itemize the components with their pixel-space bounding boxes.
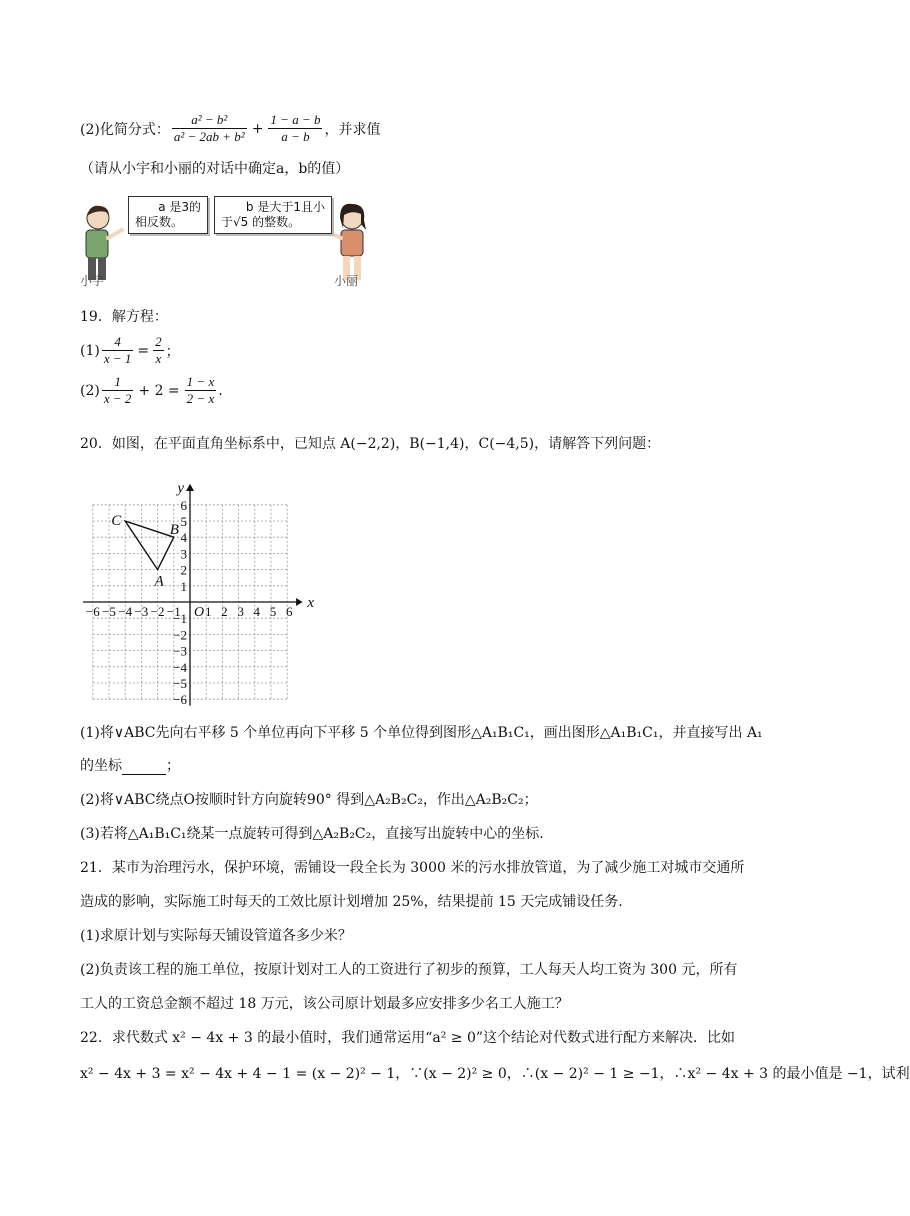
x-tick-label: 5 bbox=[269, 604, 277, 619]
point-label-a: A bbox=[154, 573, 164, 590]
q18-note: （请从小宇和小丽的对话中确定a，b的值） bbox=[80, 161, 350, 177]
x-tick-label: 1 bbox=[204, 604, 212, 619]
q20-part1-line1: (1)将∨ABC先向右平移 5 个单位再向下平移 5 个单位得到图形△A₁B₁C₁，画出图形△A₁B₁C₁，并直接写出 A₁ bbox=[80, 725, 763, 741]
x-tick-label: −2 bbox=[150, 604, 165, 619]
q21-part2-line1: (2)负责该工程的施工单位，按原计划对工人的工资进行了初步的预算，工人每天人均工资为 300 元，所有 bbox=[80, 962, 738, 978]
y-tick-label: 5 bbox=[180, 514, 187, 529]
q18-fraction-2: $\frac{1 - a - b}{a - b}$ bbox=[270, 112, 321, 144]
point-label-c: C bbox=[111, 513, 122, 529]
y-tick-label: −1 bbox=[173, 611, 187, 627]
q21-line2: 造成的影响，实际施工时每天的工效比原计划增加 25%，结果提前 15 天完成铺设任务. bbox=[80, 894, 623, 910]
q20-title: 20．如图，在平面直角坐标系中，已知点 A(−2,2)，B(−1,4)，C(−4,5)，请解答下列问题： bbox=[80, 436, 661, 452]
x-tick-label: −5 bbox=[102, 604, 116, 619]
q20-part2: (2)将∨ABC绕点O按顺时针方向旋转90° 得到△A₂B₂C₂，作出△A₂B₂C₂； bbox=[80, 792, 538, 808]
x-tick-label: −1 bbox=[166, 604, 181, 619]
y-tick-label: 2 bbox=[180, 562, 187, 578]
q22-line1: 22．求代数式 x² − 4x + 3 的最小值时，我们通常运用“a² ≥ 0”这个结论对代数式进行配方来解决．比如 bbox=[80, 1030, 736, 1046]
triangle-abc bbox=[125, 521, 174, 570]
x-tick-label: 2 bbox=[221, 604, 228, 619]
q19-equation-1: (1) $\frac{4}{x - 1}$ = $\frac{2}{x}$ ； bbox=[80, 334, 180, 366]
x-tick-label: 3 bbox=[237, 604, 244, 619]
boy-speech-bubble: a 是3的 相反数。 bbox=[128, 196, 208, 234]
x-tick-label: −3 bbox=[134, 604, 149, 619]
y-tick-label: 6 bbox=[180, 497, 187, 513]
y-tick-label: −5 bbox=[173, 676, 187, 691]
girl-name: 小丽 bbox=[334, 274, 359, 288]
y-tick-label: 1 bbox=[180, 578, 187, 594]
q22-line2: x² − 4x + 3 = x² − 4x + 4 − 1 = (x − 2)² − 1，∵(x − 2)² ≥ 0，∴(x − 2)² − 1 ≥ −1，∴x² − 4x + 3 的最小值是 −1，试利 bbox=[80, 1066, 910, 1082]
q21-line1: 21．某市为治理污水，保护环境，需铺设一段全长为 3000 米的污水排放管道，为了减少施工对城市交通所 bbox=[80, 860, 745, 876]
y-tick-label: −3 bbox=[173, 643, 187, 659]
q21-part2-line2: 工人的工资总金额不超过 18 万元，该公司原计划最多应安排多少名工人施工？ bbox=[80, 996, 569, 1012]
q19-title: 19．解方程： bbox=[80, 309, 168, 325]
y-tick-label: 4 bbox=[180, 530, 187, 546]
x-tick-label: −6 bbox=[85, 604, 100, 619]
boy-name: 小宇 bbox=[80, 274, 105, 288]
x-tick-label: 4 bbox=[253, 604, 261, 619]
answer-blank bbox=[122, 762, 166, 775]
coordinate-grid bbox=[70, 465, 320, 708]
q21-part1: (1)求原计划与实际每天铺设管道各多少米？ bbox=[80, 928, 352, 944]
x-tick-label: −4 bbox=[118, 604, 133, 619]
girl-speech-bubble: b 是大于1且小 于√5 的整数。 bbox=[214, 196, 332, 234]
y-tick-label: −4 bbox=[173, 659, 187, 675]
x-axis-arrow-icon bbox=[296, 598, 302, 606]
origin-label: O bbox=[194, 605, 205, 620]
q18-fraction-1: $\frac{\text{a² − b²}}{\text{a² − 2ab + b²}}$ bbox=[173, 112, 245, 144]
y-axis-arrow-icon bbox=[186, 484, 194, 491]
y-tick-label: −6 bbox=[173, 692, 187, 708]
x-axis-label: x bbox=[307, 595, 315, 611]
q18-label: (2)化简分式： bbox=[80, 121, 170, 138]
q18-simplify-line: (2)化简分式： $\frac{\text{a² − b²}}{\text{a² − 2ab + b²}}$ + $\frac{1 - a - b}{a - b}$ ，并求值 bbox=[80, 112, 381, 144]
y-axis-label: y bbox=[177, 480, 184, 497]
q20-part3: (3)若将△A₁B₁C₁绕某一点旋转可得到△A₂B₂C₂，直接写出旋转中心的坐标. bbox=[80, 826, 544, 842]
q18-tail: ，并求值 bbox=[324, 121, 381, 138]
x-tick-label: 6 bbox=[285, 604, 293, 619]
q19-equation-2: (2) $\frac{1}{x - 2}$ + 2 = $\frac{1 - x}{2 - x}$ . bbox=[80, 374, 223, 406]
q20-part1-line2: 的坐标 ； bbox=[80, 758, 180, 774]
point-label-b: B bbox=[169, 522, 179, 539]
y-tick-label: 3 bbox=[180, 546, 187, 562]
y-tick-label: −2 bbox=[173, 627, 187, 643]
